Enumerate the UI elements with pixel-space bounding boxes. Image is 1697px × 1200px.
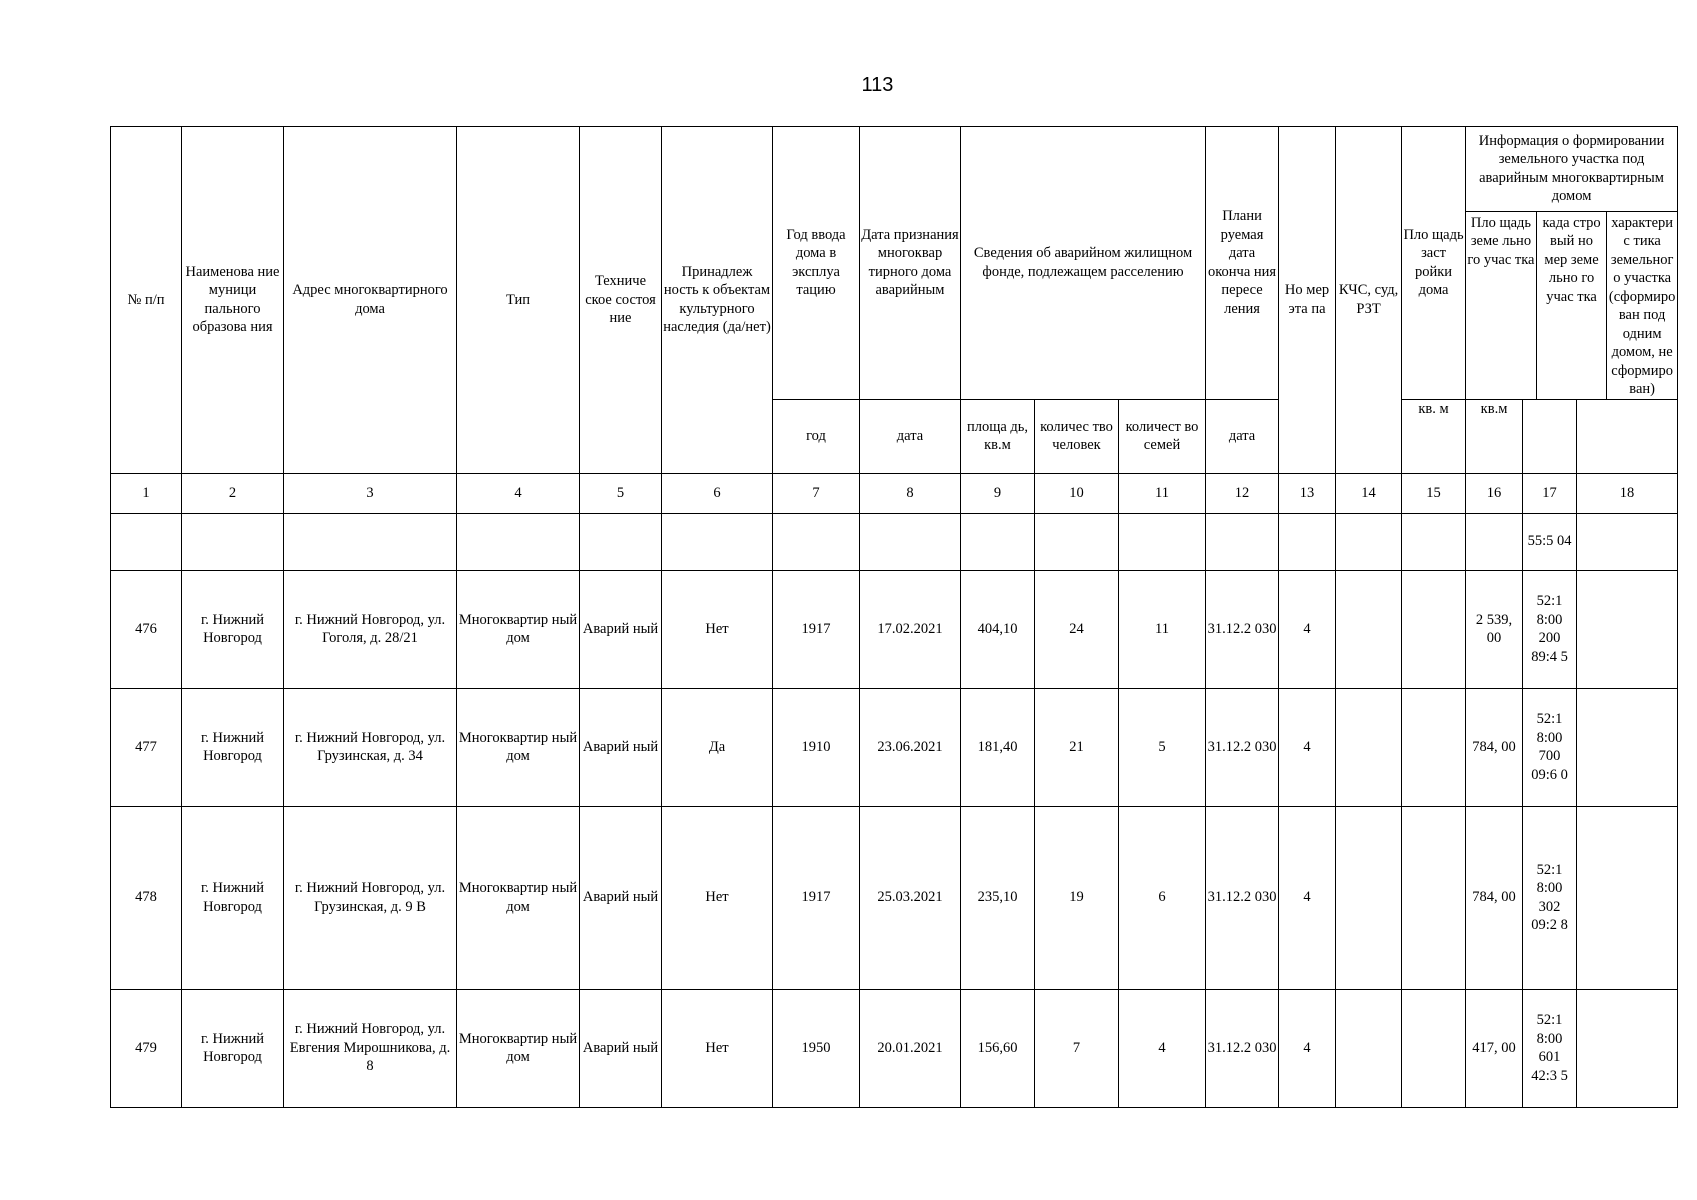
table-row-continuation [111, 513, 1678, 570]
header-stage: Но мер эта па [1279, 127, 1336, 474]
colnum: 11 [1119, 473, 1206, 513]
colnum: 18 [1577, 473, 1678, 513]
colnum: 9 [961, 473, 1035, 513]
header-address: Адрес многоквартирного дома [284, 127, 457, 474]
header-condition: Техниче ское состоя ние [580, 127, 662, 474]
cell-kchs [1336, 989, 1402, 1107]
cell-planned: 31.12.2 030 [1206, 570, 1279, 688]
cell-cadastral: 52:1 8:00 200 89:4 5 [1523, 570, 1577, 688]
cell-planned: 31.12.2 030 [1206, 688, 1279, 806]
cell-condition: Аварий ный [580, 989, 662, 1107]
colnum: 6 [662, 473, 773, 513]
cell-year: 1950 [773, 989, 860, 1107]
colnum: 5 [580, 473, 662, 513]
cell-cadastral: 52:1 8:00 700 09:6 0 [1523, 688, 1577, 806]
cell-stage: 4 [1279, 806, 1336, 989]
header-build-area: Пло щадь заст ройки дома [1402, 127, 1466, 400]
header-housing-info-group: Сведения об аварийном жилищном фонде, подлежащем расселению [961, 127, 1206, 400]
subheader-land-area-unit: кв.м [1466, 399, 1523, 473]
colnum: 4 [457, 473, 580, 513]
header-land-info-group [1466, 127, 1678, 400]
cell-cadastral: 52:1 8:00 601 42:3 5 [1523, 989, 1577, 1107]
cell-build-area [1402, 570, 1466, 688]
cell-year: 1917 [773, 806, 860, 989]
table-row [111, 570, 1678, 688]
cell-date: 17.02.2021 [860, 570, 961, 688]
header-municipality: Наименова ние муници пального образова ния [182, 127, 284, 474]
subheader-people: количес тво человек [1035, 399, 1119, 473]
header-year-built: Год ввода дома в эксплуа тацию [773, 127, 860, 400]
emergency-housing-table [110, 126, 1678, 1108]
cell-address: г. Нижний Новгород, ул. Евгения Мирошникова, д. 8 [284, 989, 457, 1107]
cell-heritage: Нет [662, 806, 773, 989]
cell-address: г. Нижний Новгород, ул. Грузинская, д. 9 В [284, 806, 457, 989]
subheader-year: год [773, 399, 860, 473]
cell-kchs [1336, 570, 1402, 688]
cell-heritage: Нет [662, 570, 773, 688]
cell-num: 476 [111, 570, 182, 688]
cell-land-char [1577, 570, 1678, 688]
table-row [111, 806, 1678, 989]
subheader-area: площа дь, кв.м [961, 399, 1035, 473]
header-cadastral: када стро вый но мер земе льно го учас тка [1536, 211, 1606, 399]
subheader-cadastral-cont [1523, 399, 1577, 473]
colnum: 15 [1402, 473, 1466, 513]
header-kchs: КЧС, суд, РЗТ [1336, 127, 1402, 474]
cell-condition: Аварий ный [580, 806, 662, 989]
cell-stage: 4 [1279, 989, 1336, 1107]
subheader-date: дата [860, 399, 961, 473]
header-land-area: Пло щадь земе льно го учас тка [1466, 211, 1536, 399]
header-type: Тип [457, 127, 580, 474]
cell-heritage: Нет [662, 989, 773, 1107]
cell-type: Многоквартир ный дом [457, 570, 580, 688]
cell-planned: 31.12.2 030 [1206, 806, 1279, 989]
table-row [111, 688, 1678, 806]
cell-stage: 4 [1279, 570, 1336, 688]
cell-build-area [1402, 688, 1466, 806]
header-number: № п/п [111, 127, 182, 474]
colnum: 10 [1035, 473, 1119, 513]
cell-date: 20.01.2021 [860, 989, 961, 1107]
cell-area: 404,10 [961, 570, 1035, 688]
cell-families: 6 [1119, 806, 1206, 989]
table-row [111, 989, 1678, 1107]
cell-num: 478 [111, 806, 182, 989]
cell-area: 235,10 [961, 806, 1035, 989]
cell-kchs [1336, 806, 1402, 989]
cell-planned: 31.12.2 030 [1206, 989, 1279, 1107]
cell-municipality: г. Нижний Новгород [182, 688, 284, 806]
cell-municipality: г. Нижний Новгород [182, 806, 284, 989]
colnum: 3 [284, 473, 457, 513]
cell-year: 1910 [773, 688, 860, 806]
cell-address: г. Нижний Новгород, ул. Гоголя, д. 28/21 [284, 570, 457, 688]
cell-date: 25.03.2021 [860, 806, 961, 989]
cell-type: Многоквартир ный дом [457, 989, 580, 1107]
cell-families: 4 [1119, 989, 1206, 1107]
cell-land-area: 2 539, 00 [1466, 570, 1523, 688]
colnum: 2 [182, 473, 284, 513]
cell-num: 477 [111, 688, 182, 806]
cell-date: 23.06.2021 [860, 688, 961, 806]
cell-people: 21 [1035, 688, 1119, 806]
cell-year: 1917 [773, 570, 860, 688]
colnum: 12 [1206, 473, 1279, 513]
cell-cadastral: 52:1 8:00 302 09:2 8 [1523, 806, 1577, 989]
cell-heritage: Да [662, 688, 773, 806]
header-planned-date: Плани руемая дата оконча ния пересе ления [1206, 127, 1279, 400]
subheader-build-area-unit: кв. м [1402, 399, 1466, 473]
cell-municipality: г. Нижний Новгород [182, 570, 284, 688]
colnum: 13 [1279, 473, 1336, 513]
cell-land-area: 784, 00 [1466, 688, 1523, 806]
cell-cadastral: 55:5 04 [1523, 513, 1577, 570]
cell-address: г. Нижний Новгород, ул. Грузинская, д. 34 [284, 688, 457, 806]
cell-build-area [1402, 989, 1466, 1107]
cell-land-char [1577, 688, 1678, 806]
colnum: 7 [773, 473, 860, 513]
subheader-land-char-cont [1577, 399, 1678, 473]
cell-condition: Аварий ный [580, 570, 662, 688]
cell-people: 24 [1035, 570, 1119, 688]
cell-people: 19 [1035, 806, 1119, 989]
cell-land-area: 417, 00 [1466, 989, 1523, 1107]
header-land-char: характерис тика земельного участка (сформиро ван под одним домом, не сформиро ван) [1608, 214, 1676, 397]
cell-land-area: 784, 00 [1466, 806, 1523, 989]
cell-type: Многоквартир ный дом [457, 806, 580, 989]
cell-stage: 4 [1279, 688, 1336, 806]
colnum: 1 [111, 473, 182, 513]
cell-area: 156,60 [961, 989, 1035, 1107]
cell-build-area [1402, 806, 1466, 989]
colnum: 16 [1466, 473, 1523, 513]
cell-families: 5 [1119, 688, 1206, 806]
cell-area: 181,40 [961, 688, 1035, 806]
colnum: 8 [860, 473, 961, 513]
cell-municipality: г. Нижний Новгород [182, 989, 284, 1107]
cell-type: Многоквартир ный дом [457, 688, 580, 806]
cell-num: 479 [111, 989, 182, 1107]
cell-people: 7 [1035, 989, 1119, 1107]
cell-land-char [1577, 806, 1678, 989]
cell-condition: Аварий ный [580, 688, 662, 806]
subheader-families: количест во семей [1119, 399, 1206, 473]
subheader-planned-date: дата [1206, 399, 1279, 473]
page-number: 113 [861, 74, 894, 96]
colnum: 14 [1336, 473, 1402, 513]
header-emergency-date: Дата признания многоквар тирного дома аварийным [860, 127, 961, 400]
header-land-info-title: Информация о формировании земельного участка под аварийным многоквартирным домом [1466, 127, 1677, 211]
cell-kchs [1336, 688, 1402, 806]
header-heritage: Принадлеж ность к объектам культурного наследия (да/нет) [662, 127, 773, 474]
cell-families: 11 [1119, 570, 1206, 688]
cell-land-char [1577, 989, 1678, 1107]
colnum: 17 [1523, 473, 1577, 513]
